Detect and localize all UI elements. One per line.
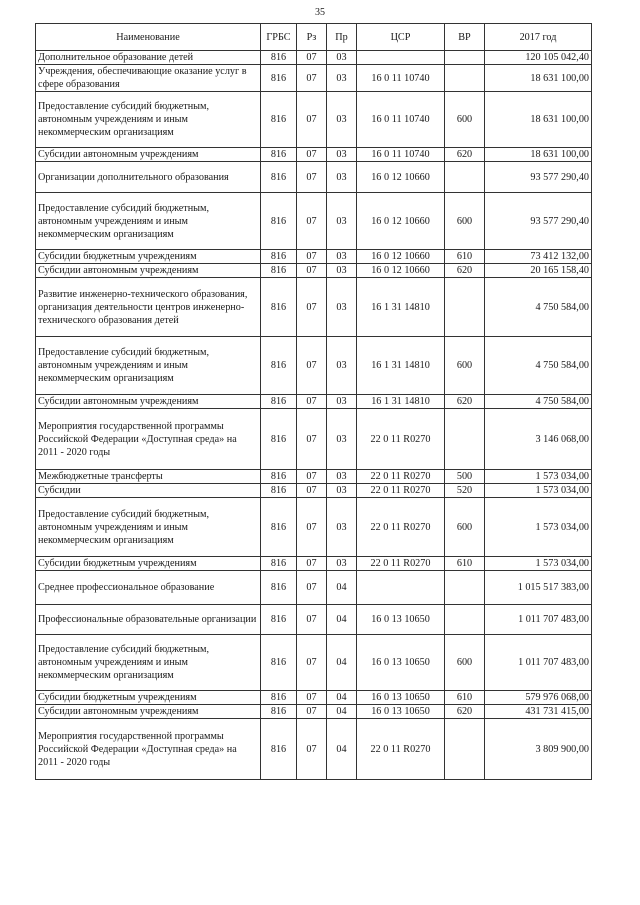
cell-pr: 03 (327, 337, 357, 395)
cell-rz: 07 (297, 571, 327, 605)
cell-vr: 610 (445, 557, 485, 571)
cell-sum: 18 631 100,00 (485, 92, 592, 148)
page-number: 35 (315, 7, 325, 18)
table-row (36, 409, 592, 470)
cell-sum: 4 750 584,00 (485, 278, 592, 337)
cell-name: Мероприятия государственной программы Российской Федерации «Доступная среда» на 2011 - 2020 годы (36, 719, 261, 780)
cell-grbs: 816 (261, 484, 297, 498)
table-row (36, 484, 592, 498)
cell-vr: 600 (445, 635, 485, 691)
cell-csr: 16 0 13 10650 (357, 691, 445, 705)
cell-csr: 16 0 12 10660 (357, 193, 445, 250)
cell-rz: 07 (297, 193, 327, 250)
cell-sum: 93 577 290,40 (485, 193, 592, 250)
cell-pr: 03 (327, 484, 357, 498)
header-csr: ЦСР (357, 24, 445, 51)
cell-csr: 16 0 11 10740 (357, 92, 445, 148)
table-row (36, 705, 592, 719)
cell-vr: 600 (445, 337, 485, 395)
cell-rz: 07 (297, 162, 327, 193)
table-row (36, 395, 592, 409)
cell-vr: 620 (445, 264, 485, 278)
cell-pr: 04 (327, 691, 357, 705)
cell-pr: 03 (327, 250, 357, 264)
cell-vr (445, 278, 485, 337)
cell-csr: 16 1 31 14810 (357, 278, 445, 337)
budget-table (35, 23, 592, 780)
cell-rz: 07 (297, 264, 327, 278)
cell-sum: 431 731 415,00 (485, 705, 592, 719)
table-row (36, 557, 592, 571)
cell-sum: 4 750 584,00 (485, 337, 592, 395)
table-row (36, 92, 592, 148)
cell-name: Субсидии автономным учреждениям (36, 395, 261, 409)
cell-sum: 4 750 584,00 (485, 395, 592, 409)
cell-rz: 07 (297, 498, 327, 557)
cell-sum: 579 976 068,00 (485, 691, 592, 705)
cell-name: Предоставление субсидий бюджетным, автономным учреждениям и иным некоммерческим организациям (36, 498, 261, 557)
cell-rz: 07 (297, 278, 327, 337)
cell-grbs: 816 (261, 691, 297, 705)
cell-vr: 600 (445, 498, 485, 557)
table-row (36, 605, 592, 635)
cell-rz: 07 (297, 635, 327, 691)
cell-rz: 07 (297, 250, 327, 264)
cell-vr (445, 51, 485, 65)
table-row (36, 162, 592, 193)
cell-sum: 1 573 034,00 (485, 470, 592, 484)
cell-rz: 07 (297, 65, 327, 92)
cell-rz: 07 (297, 484, 327, 498)
cell-csr (357, 51, 445, 65)
cell-name: Развитие инженерно-технического образования, организация деятельности центров инженерно-технического образования детей (36, 278, 261, 337)
table-row (36, 498, 592, 557)
table-row (36, 337, 592, 395)
cell-grbs: 816 (261, 635, 297, 691)
cell-vr: 620 (445, 148, 485, 162)
table-row (36, 250, 592, 264)
cell-sum: 1 573 034,00 (485, 484, 592, 498)
cell-pr: 03 (327, 148, 357, 162)
cell-sum: 73 412 132,00 (485, 250, 592, 264)
cell-pr: 03 (327, 395, 357, 409)
cell-csr: 16 1 31 14810 (357, 337, 445, 395)
cell-rz: 07 (297, 605, 327, 635)
cell-vr: 620 (445, 705, 485, 719)
cell-pr: 03 (327, 92, 357, 148)
cell-csr: 16 0 11 10740 (357, 148, 445, 162)
cell-vr: 500 (445, 470, 485, 484)
cell-sum: 3 809 900,00 (485, 719, 592, 780)
cell-pr: 03 (327, 162, 357, 193)
cell-name: Мероприятия государственной программы Российской Федерации «Доступная среда» на 2011 - 2020 годы (36, 409, 261, 470)
cell-csr: 22 0 11 R0270 (357, 557, 445, 571)
cell-vr (445, 162, 485, 193)
header-vr: ВР (445, 24, 485, 51)
cell-vr: 600 (445, 92, 485, 148)
cell-csr: 22 0 11 R0270 (357, 498, 445, 557)
cell-sum: 93 577 290,40 (485, 162, 592, 193)
cell-vr (445, 571, 485, 605)
cell-name: Предоставление субсидий бюджетным, автономным учреждениям и иным некоммерческим организациям (36, 337, 261, 395)
cell-grbs: 816 (261, 193, 297, 250)
cell-grbs: 816 (261, 705, 297, 719)
header-rz: Рз (297, 24, 327, 51)
cell-name: Профессиональные образовательные организации (36, 605, 261, 635)
cell-sum: 18 631 100,00 (485, 148, 592, 162)
cell-name: Учреждения, обеспечивающие оказание услуг в сфере образования (36, 65, 261, 92)
cell-rz: 07 (297, 337, 327, 395)
cell-grbs: 816 (261, 409, 297, 470)
cell-name: Предоставление субсидий бюджетным, автономным учреждениям и иным некоммерческим организациям (36, 635, 261, 691)
cell-name: Предоставление субсидий бюджетным, автономным учреждениям и иным некоммерческим организациям (36, 92, 261, 148)
cell-grbs: 816 (261, 51, 297, 65)
cell-sum: 1 011 707 483,00 (485, 605, 592, 635)
cell-grbs: 816 (261, 719, 297, 780)
cell-sum: 1 011 707 483,00 (485, 635, 592, 691)
cell-name: Субсидии автономным учреждениям (36, 148, 261, 162)
table-row (36, 193, 592, 250)
cell-pr: 03 (327, 193, 357, 250)
cell-sum: 1 573 034,00 (485, 557, 592, 571)
cell-pr: 03 (327, 409, 357, 470)
table-row (36, 571, 592, 605)
cell-pr: 03 (327, 51, 357, 65)
cell-rz: 07 (297, 705, 327, 719)
cell-csr: 16 0 12 10660 (357, 162, 445, 193)
header-grbs: ГРБС (261, 24, 297, 51)
cell-grbs: 816 (261, 470, 297, 484)
cell-csr (357, 571, 445, 605)
cell-rz: 07 (297, 409, 327, 470)
header-name: Наименование (36, 24, 261, 51)
cell-csr: 16 0 12 10660 (357, 264, 445, 278)
cell-grbs: 816 (261, 148, 297, 162)
cell-name: Дополнительное образование детей (36, 51, 261, 65)
table-row (36, 470, 592, 484)
table-row (36, 148, 592, 162)
cell-vr: 620 (445, 395, 485, 409)
cell-csr: 16 1 31 14810 (357, 395, 445, 409)
table-row (36, 691, 592, 705)
cell-rz: 07 (297, 148, 327, 162)
table-header-row (36, 24, 592, 51)
header-pr: Пр (327, 24, 357, 51)
header-sum: 2017 год (485, 24, 592, 51)
cell-name: Среднее профессиональное образование (36, 571, 261, 605)
cell-grbs: 816 (261, 498, 297, 557)
cell-pr: 03 (327, 264, 357, 278)
cell-pr: 03 (327, 278, 357, 337)
table-row (36, 635, 592, 691)
cell-vr (445, 65, 485, 92)
cell-rz: 07 (297, 557, 327, 571)
cell-csr: 22 0 11 R0270 (357, 484, 445, 498)
cell-csr: 16 0 13 10650 (357, 605, 445, 635)
cell-csr: 22 0 11 R0270 (357, 719, 445, 780)
cell-pr: 03 (327, 470, 357, 484)
cell-grbs: 816 (261, 92, 297, 148)
cell-pr: 04 (327, 571, 357, 605)
cell-rz: 07 (297, 719, 327, 780)
cell-sum: 3 146 068,00 (485, 409, 592, 470)
table-row (36, 51, 592, 65)
cell-pr: 04 (327, 635, 357, 691)
cell-grbs: 816 (261, 264, 297, 278)
cell-pr: 04 (327, 605, 357, 635)
cell-grbs: 816 (261, 557, 297, 571)
cell-rz: 07 (297, 92, 327, 148)
cell-name: Организации дополнительного образования (36, 162, 261, 193)
cell-sum: 20 165 158,40 (485, 264, 592, 278)
cell-pr: 04 (327, 719, 357, 780)
cell-csr: 16 0 12 10660 (357, 250, 445, 264)
cell-pr: 03 (327, 557, 357, 571)
cell-grbs: 816 (261, 65, 297, 92)
cell-vr: 600 (445, 193, 485, 250)
cell-rz: 07 (297, 691, 327, 705)
cell-grbs: 816 (261, 337, 297, 395)
cell-name: Межбюджетные трансферты (36, 470, 261, 484)
cell-grbs: 816 (261, 605, 297, 635)
cell-grbs: 816 (261, 162, 297, 193)
cell-vr (445, 409, 485, 470)
cell-csr: 16 0 13 10650 (357, 635, 445, 691)
cell-pr: 03 (327, 498, 357, 557)
cell-name: Субсидии автономным учреждениям (36, 705, 261, 719)
cell-pr: 04 (327, 705, 357, 719)
table-row (36, 264, 592, 278)
cell-sum: 120 105 042,40 (485, 51, 592, 65)
cell-grbs: 816 (261, 250, 297, 264)
cell-vr (445, 605, 485, 635)
cell-name: Субсидии бюджетным учреждениям (36, 691, 261, 705)
cell-grbs: 816 (261, 571, 297, 605)
cell-vr (445, 719, 485, 780)
cell-sum: 1 573 034,00 (485, 498, 592, 557)
cell-vr: 610 (445, 250, 485, 264)
cell-grbs: 816 (261, 395, 297, 409)
cell-pr: 03 (327, 65, 357, 92)
cell-csr: 22 0 11 R0270 (357, 409, 445, 470)
cell-csr: 16 0 11 10740 (357, 65, 445, 92)
table-row (36, 278, 592, 337)
cell-rz: 07 (297, 395, 327, 409)
cell-sum: 18 631 100,00 (485, 65, 592, 92)
cell-vr: 610 (445, 691, 485, 705)
cell-rz: 07 (297, 51, 327, 65)
cell-vr: 520 (445, 484, 485, 498)
cell-name: Субсидии (36, 484, 261, 498)
cell-name: Субсидии автономным учреждениям (36, 264, 261, 278)
cell-csr: 22 0 11 R0270 (357, 470, 445, 484)
cell-csr: 16 0 13 10650 (357, 705, 445, 719)
cell-name: Субсидии бюджетным учреждениям (36, 557, 261, 571)
cell-sum: 1 015 517 383,00 (485, 571, 592, 605)
cell-name: Предоставление субсидий бюджетным, автономным учреждениям и иным некоммерческим организациям (36, 193, 261, 250)
table-row (36, 719, 592, 780)
cell-rz: 07 (297, 470, 327, 484)
table-row (36, 65, 592, 92)
cell-name: Субсидии бюджетным учреждениям (36, 250, 261, 264)
cell-grbs: 816 (261, 278, 297, 337)
